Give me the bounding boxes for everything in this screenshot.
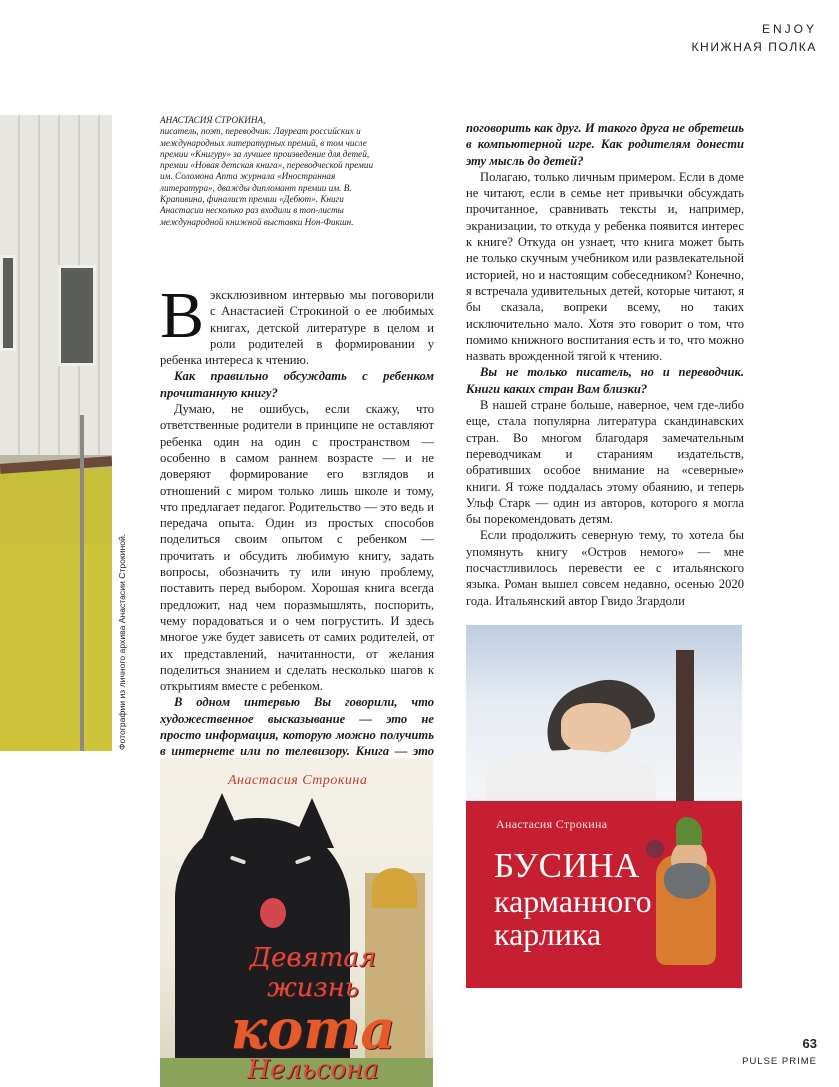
section-title: КНИЖНАЯ ПОЛКА (691, 40, 817, 54)
interview-answer: Если продолжить северную тему, то хотела бы упомянуть книгу «Остров немого» — мне посчастливилось перевести ее с итальянского языка. Роман вышел совсем недавно, осенью 2020 года. Итальянский автор Гвидо Згардоли (466, 528, 744, 608)
boy-face (561, 703, 631, 753)
cover-title-line: жизнь (267, 973, 359, 1003)
photo-yellow-wall (0, 545, 112, 751)
interview-answer: Думаю, не ошибусь, если скажу, что ответственные родители в принципе не оставляют ребенка один на один с пространством — особенно в самом раннем возрасте — и не доверяют формирование его взглядов и отношений с миром только лишь школе и тому, что предлагает педагог. Родительство — это ведь и передача опыта. Один из простых способов поделиться своим опытом с ребенком — прочитать и обсудить любимую книгу, задать вопросы, обозначить ту или иную проблему, поставить перед выбором. Хорошая книга всегда предложит, над чем поразмышлять, поспорить, чему порадоваться и о чем погрустить. И здесь многое уже будет зависеть от самих родителей, от их представлений, начитанности, от желания поделиться знанием и сделать несколько шагов к открытиям вместе с ребенком. (160, 402, 434, 694)
cover-illustration (466, 625, 742, 801)
photo-window (58, 265, 96, 366)
cover-author: Анастасия Строкина (228, 773, 368, 788)
cover-author: Анастасия Строкина (496, 817, 608, 831)
interview-question: В одном интервью Вы говорили, что художественное высказывание — это не просто информация, которую можно получить в интернете или по телевизору. Книга — это (160, 695, 434, 759)
bio-name: АНАСТАСИЯ СТРОКИНА, (160, 115, 266, 125)
photo-pole (80, 415, 84, 751)
book-cover-busina (466, 625, 742, 988)
dwarf-beard (664, 863, 710, 899)
bio-text: писатель, поэт, переводчик. Лауреат российских и международных литературных премий, в том числе премии «Книгуру» за лучшее произведение для детей, премии «Новая детская книга», переводческой премии им. Соломона Апта журнала «Иностранная литература», дважды дипломант премии им. В. Крапивина, финалист премии «Дебют». Книги Анастасии несколько раз входили в топ-листы международной книжной выставки Нон-Фикшн. (160, 126, 374, 227)
cover-title-line: карлика (494, 916, 602, 952)
author-bio (160, 115, 375, 228)
page-number: 63 (802, 1036, 817, 1051)
interview-question: Вы не только писатель, но и переводчик. Книги каких стран Вам близки? (466, 365, 744, 396)
cover-title-line: БУСИНА (494, 846, 640, 885)
cover-blanket (486, 750, 656, 801)
cover-title-line: карманного (494, 883, 652, 919)
interview-question: Как правильно обсуждать с ребенком прочитанную книгу? (160, 369, 434, 400)
cover-title (208, 943, 418, 1085)
bead-icon (646, 840, 664, 858)
cover-title (494, 847, 652, 951)
cover-title-line: кота (230, 997, 396, 1061)
cover-title-line: Девятая (249, 943, 377, 973)
drop-cap: В (160, 279, 205, 352)
lead-text: эксклюзивном интервью мы поговорили с Анастасией Строкиной о ее любимых книгах, детской литературе в целом и роли родителей в формировании у ребенка интереса к чтению. (160, 288, 434, 368)
photo-credit: Фотографии из личного архива Анастасии Строкиной. (117, 533, 127, 750)
interview-answer: Полагаю, только личным примером. Если в доме не читают, если в семье нет привычки обсуждать прочитанное, сравнивать тексты и, например, экранизации, то откуда у ребенка появится интерес к книге? Откуда он узнает, что книга может быть не только скучным учебником или развлекательной историей, но и настоящим собеседником? Конечно, я встречала удивительных детей, которые читают, я бы сказала, вопреки всему, но таких исключительно мало. Хотя это говорит о том, что помимо книжного воспитания есть и то, что можно назвать врожденной тягой к чтению. (466, 169, 744, 364)
cover-dome (372, 868, 417, 908)
lead-paragraph (160, 279, 434, 368)
article-column-1 (160, 279, 434, 776)
author-photo (0, 115, 112, 751)
interview-question-continued: поговорить как друг. И такого друга не обретешь в компьютерной игре. Как родителям донести эту мысль до детей? (466, 121, 744, 168)
photo-railing (0, 456, 112, 474)
article-column-2 (466, 120, 744, 609)
dwarf-hat (676, 817, 702, 845)
photo-window (0, 255, 16, 351)
interview-answer: В нашей стране больше, наверное, чем где-либо еще, стала популярна литература скандинавских стран. Во многом благодаря замечательным переводчикам и стараниям издательств, обративших особое внимание на «северные» книги. Я тоже поддалась этому обаянию, и теперь Ульф Старк — один из авторов, которого я могла бы порекомендовать детям. (466, 398, 744, 527)
cover-title-line: Нельсона (247, 1055, 379, 1085)
section-label: ENJOY (761, 22, 817, 36)
book-cover-nelson-cat (160, 758, 433, 1087)
cat-mouth (260, 898, 286, 928)
cover-tower (676, 650, 694, 801)
magazine-brand: PULSE PRIME (742, 1056, 817, 1067)
